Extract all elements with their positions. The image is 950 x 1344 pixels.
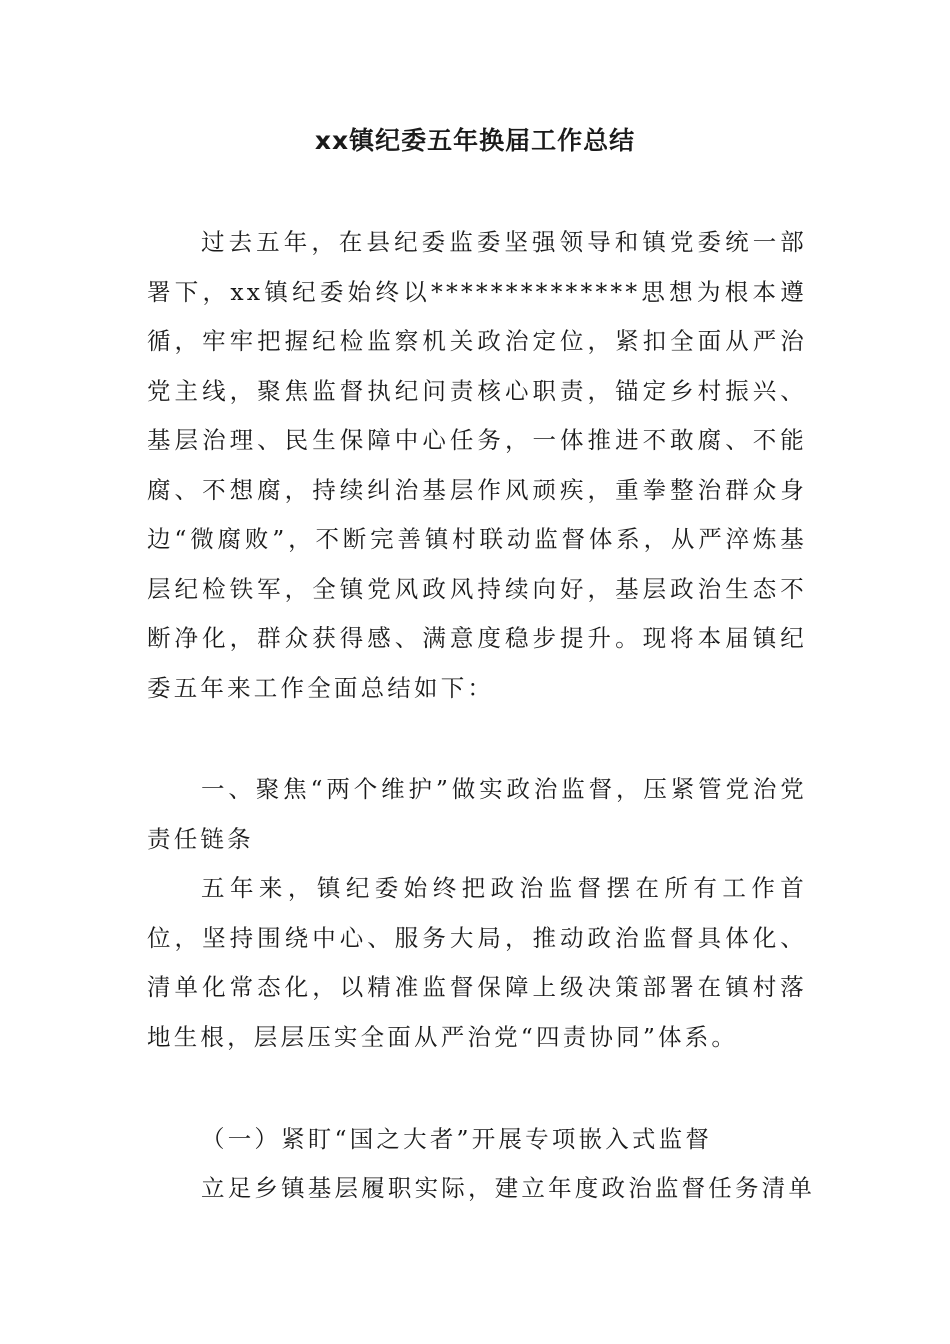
intro-paragraph: 过去五年，在县纪委监委坚强领导和镇党委统一部署下，xx镇纪委始终以**************思想为根本遵循，牢牢把握纪检监察机关政治定位，紧扣全面从严治党主线，聚焦监督执纪问责核心职责，锚定乡村振兴、基层治理、民生保障中心任务，一体推进不敢腐、不能腐、不想腐，持续纠治基层作风顽疾，重拳整治群众身边“微腐败”，不断完善镇村联动监督体系，从严淬炼基层纪检铁军，全镇党风政风持续向好，基层政治生态不断净化，群众获得感、满意度稳步提升。现将本届镇纪委五年来工作全面总结如下：: [147, 228, 807, 702]
subsection-1-body-paragraph: 立足乡镇基层履职实际，建立年度政治监督任务清单: [201, 1174, 816, 1202]
document-title: xx镇纪委五年换届工作总结: [314, 126, 636, 155]
section-1-body-paragraph: 五年来，镇纪委始终把政治监督摆在所有工作首位，坚持围绕中心、服务大局，推动政治监督具体化、清单化常态化，以精准监督保障上级决策部署在镇村落地生根，层层压实全面从严治党“四责协同”体系。: [147, 874, 807, 1051]
subsection-heading-1: （一）紧盯“国之大者”开展专项嵌入式监督: [201, 1125, 713, 1153]
section-heading-1: 一、聚焦“两个维护”做实政治监督，压紧管党治党责任链条: [147, 775, 807, 853]
